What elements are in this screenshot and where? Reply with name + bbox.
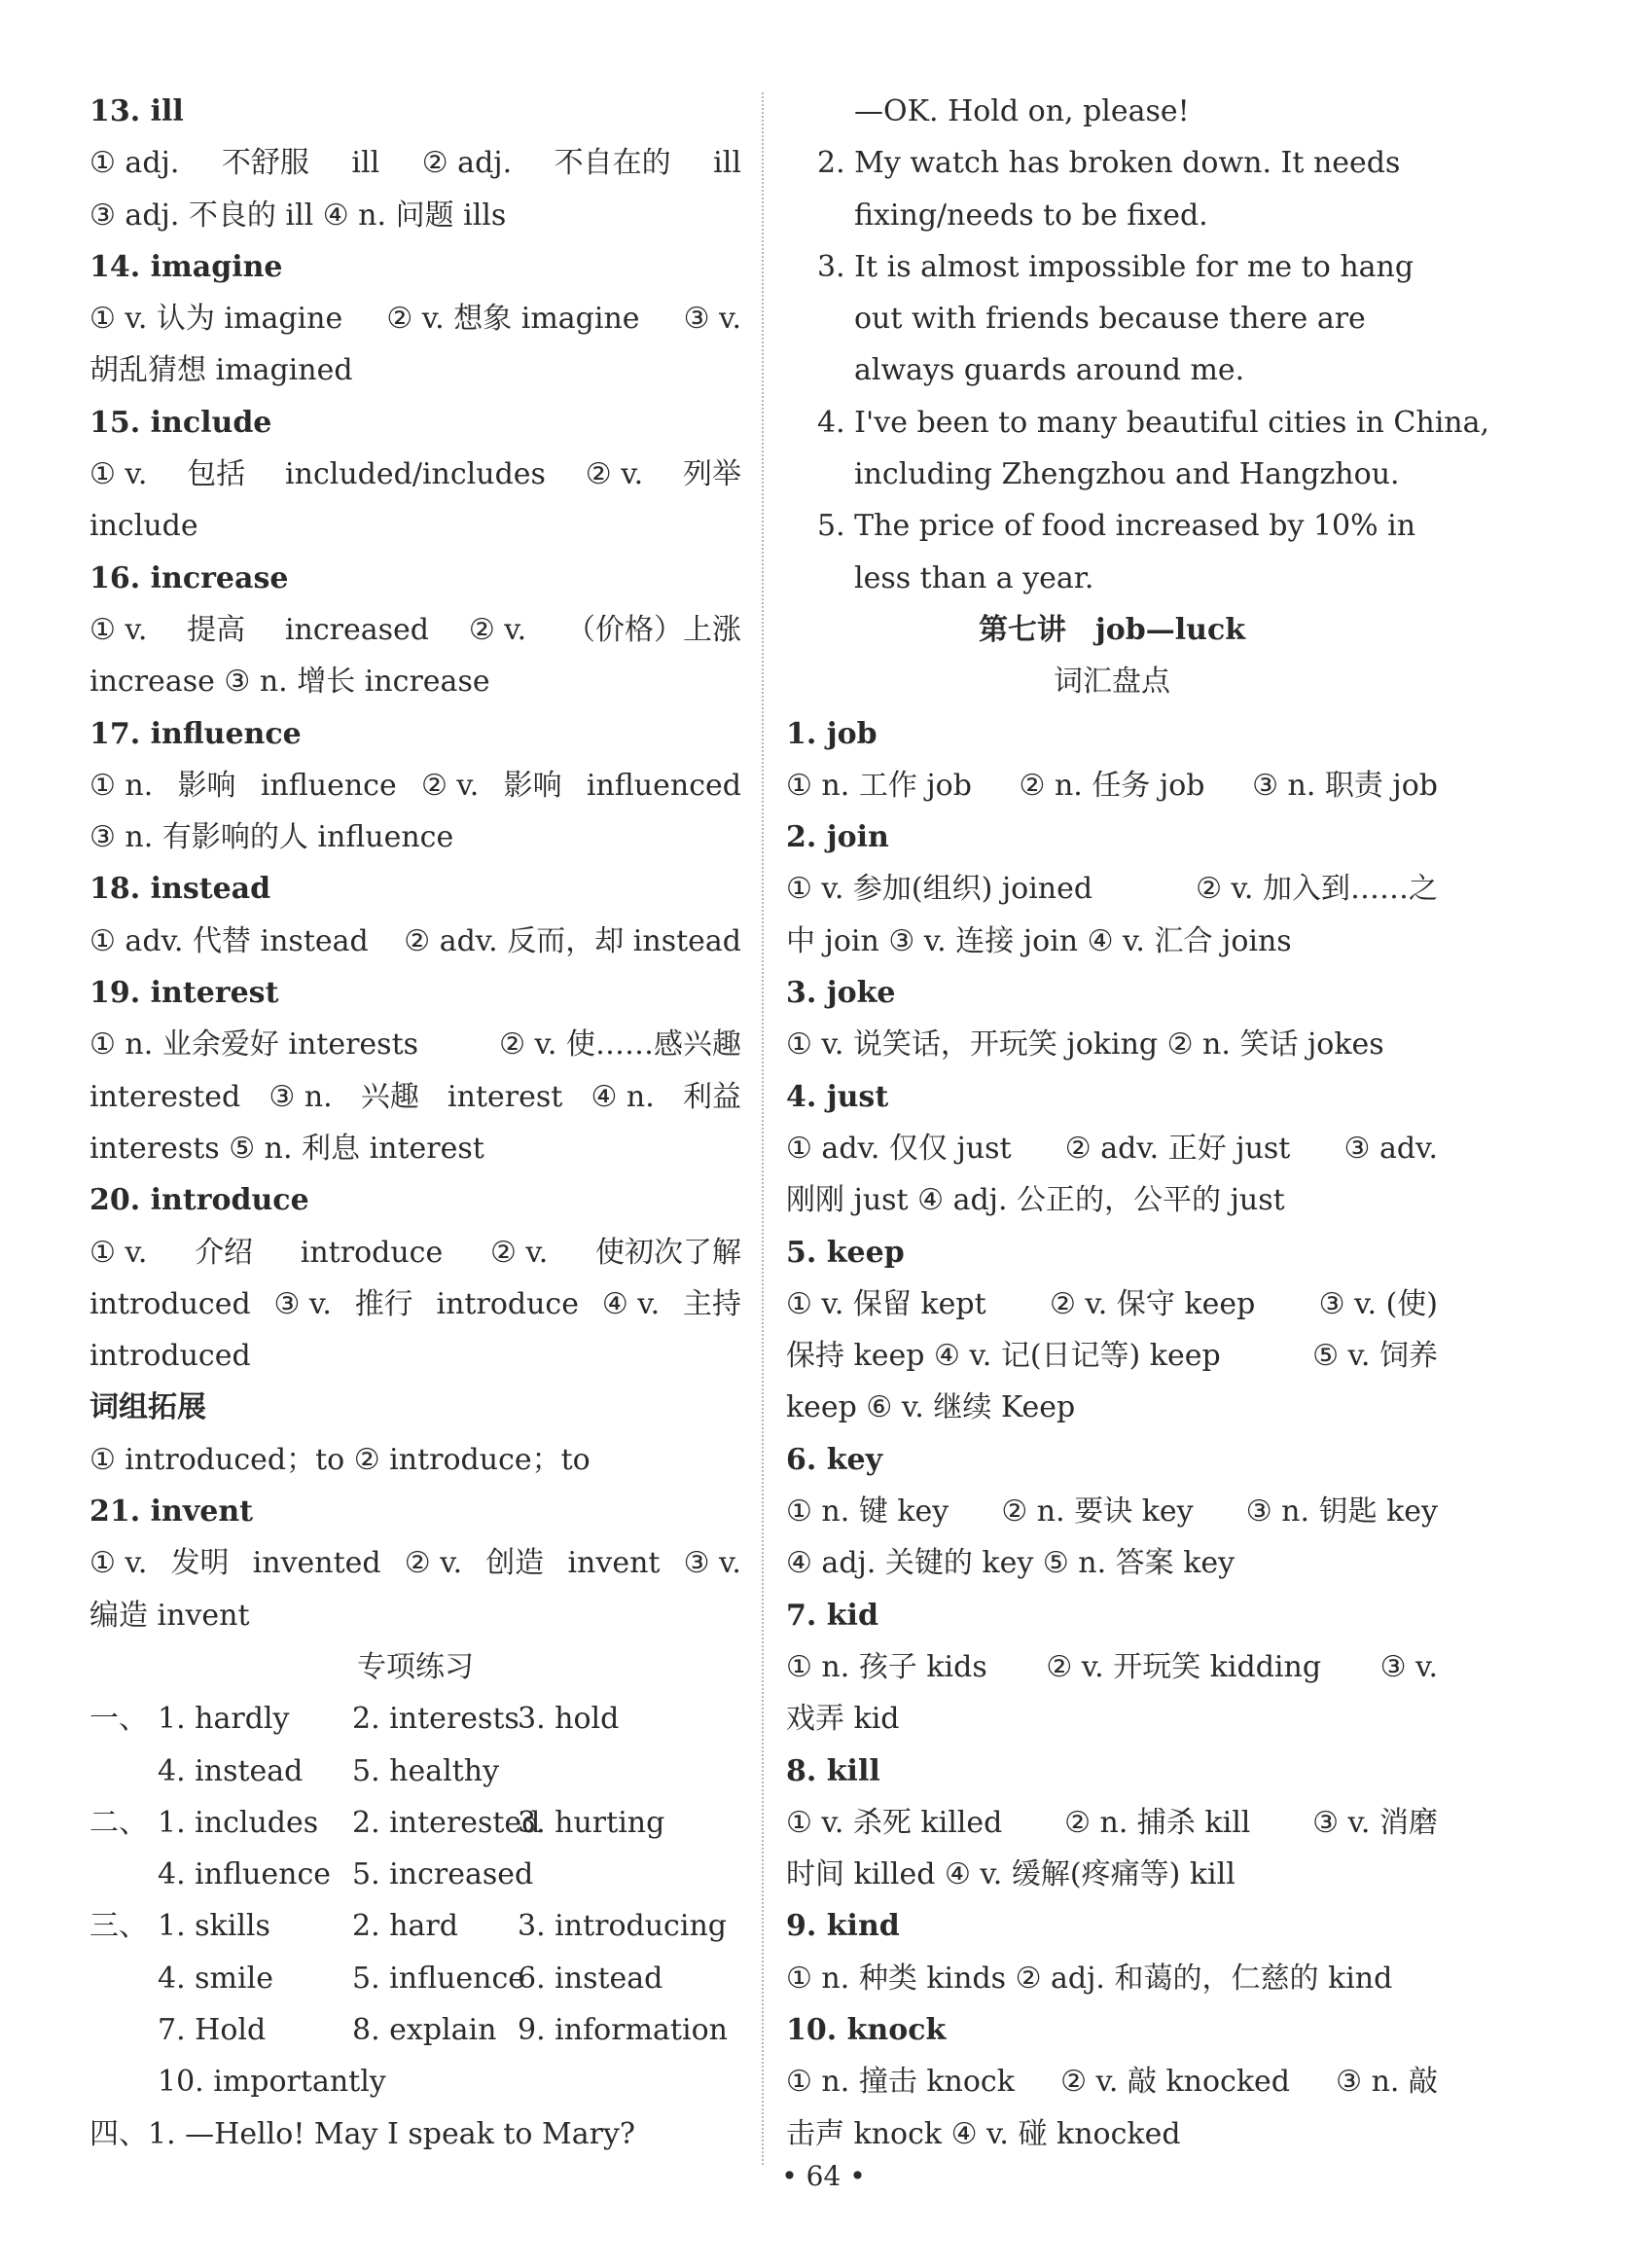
text-segment: ③ n. 敲 [1336, 2065, 1438, 2100]
text-segment: 1. hardly [158, 1702, 290, 1737]
text-line [90, 344, 741, 396]
text-segment: ② v. [489, 1235, 549, 1270]
text-segment: 三、 [90, 1909, 148, 1944]
text-segment: 主持 [683, 1286, 741, 1321]
text-segment: 二、 [90, 1805, 148, 1840]
text-line [90, 1486, 741, 1537]
text-segment: ② v. 加入到……之 [1196, 872, 1438, 907]
text-line [786, 2004, 1438, 2056]
text-line [786, 2108, 1438, 2160]
text-segment: ③ v. [683, 1546, 741, 1581]
text-line [90, 967, 741, 1019]
text-line [90, 293, 741, 344]
text-segment: 15. include [90, 405, 272, 440]
text-line [786, 656, 1438, 707]
text-segment: 5. increased [352, 1857, 534, 1892]
text-segment: 列举 [682, 457, 741, 492]
text-line [786, 86, 1438, 137]
text-line [90, 241, 741, 293]
text-segment: ① v. [90, 457, 148, 492]
text-segment: 词组拓展 [90, 1390, 206, 1425]
text-segment: ② v. 使……感兴趣 [499, 1027, 741, 1062]
text-segment: 发明 [170, 1546, 230, 1581]
text-line [90, 1849, 741, 1900]
text-segment: interests ⑤ n. 利息 interest [90, 1131, 484, 1166]
text-segment: ① adj. [90, 146, 180, 181]
text-segment: ① n. 种类 kinds ② adj. 和蔼的，仁慈的 kind [786, 1961, 1393, 1996]
page-number: • 64 • [781, 2160, 866, 2192]
text-segment: 提高 [187, 612, 246, 647]
text-segment: ④ n. [591, 1079, 655, 1114]
text-segment: 利益 [682, 1079, 741, 1114]
text-segment: ④ adj. 关键的 key ⑤ n. 答案 key [786, 1546, 1235, 1581]
text-line [786, 1900, 1438, 1952]
text-segment: introduce [436, 1286, 579, 1321]
text-line [786, 241, 1438, 293]
text-segment: 中 join ③ v. 连接 join ④ v. 汇合 joins [786, 923, 1292, 958]
text-line [90, 86, 741, 137]
text-segment: （价格）上涨 [565, 612, 741, 647]
text-segment: 第七讲 job—luck [978, 612, 1246, 647]
text-segment: 4. instead [158, 1753, 304, 1788]
text-segment: ① adv. 仅仅 just [786, 1131, 1012, 1166]
text-line [90, 553, 741, 604]
text-line [90, 137, 741, 189]
text-segment: ③ n. [269, 1079, 333, 1114]
text-segment: ③ v. [273, 1286, 332, 1321]
text-segment: invent [567, 1546, 661, 1581]
text-segment: ① n. [90, 768, 154, 803]
text-line [90, 2108, 741, 2160]
text-segment: ① n. 孩子 kids [786, 1649, 987, 1684]
text-segment: 1. skills [158, 1909, 270, 1944]
text-segment: 时间 killed ④ v. 缓解(疼痛等) kill [786, 1857, 1235, 1892]
text-line [90, 1071, 741, 1123]
text-segment: fixing/needs to be fixed. [854, 198, 1208, 233]
text-line [786, 1693, 1438, 1745]
text-line [90, 1900, 741, 1952]
text-segment: ① v. [90, 612, 148, 647]
text-segment: 8. kill [786, 1753, 880, 1788]
text-segment: 刚刚 just ④ adj. 公正的，公平的 just [786, 1183, 1285, 1218]
text-segment [90, 1849, 158, 1900]
text-line [90, 1278, 741, 1330]
text-line [786, 2056, 1438, 2107]
text-line [786, 1123, 1438, 1174]
text-line [90, 1434, 741, 1486]
text-line [90, 2004, 741, 2056]
text-line [90, 190, 741, 241]
text-segment: invented [252, 1546, 381, 1581]
text-line [786, 449, 1438, 500]
text-segment: 4. just [786, 1079, 889, 1114]
text-segment: ① n. 工作 job [786, 768, 972, 803]
text-segment: 9. kind [786, 1909, 900, 1944]
text-line [90, 1953, 741, 2004]
text-segment: 包括 [187, 457, 246, 492]
text-segment [352, 2056, 518, 2107]
text-line [786, 1746, 1438, 1797]
text-segment: 四、1. —Hello! May I speak to Mary? [90, 2116, 635, 2151]
text-segment: ② adj. [421, 146, 513, 181]
text-segment: increased [284, 612, 430, 647]
text-segment: 击声 knock ④ v. 碰 knocked [786, 2116, 1181, 2151]
text-line [90, 500, 741, 552]
text-line [90, 604, 741, 656]
text-segment: ③ n. 钥匙 key [1245, 1494, 1438, 1530]
text-line [786, 190, 1438, 241]
text-segment: 创造 [485, 1546, 545, 1581]
text-segment: ① v. [90, 1546, 148, 1581]
text-segment: ② v. 保守 keep [1049, 1286, 1256, 1321]
text-segment: influence [260, 768, 397, 803]
text-segment: 3. joke [786, 976, 896, 1011]
text-line [786, 1641, 1438, 1693]
text-line [786, 760, 1438, 811]
text-segment: 10. knock [786, 2012, 947, 2047]
text-line [90, 1382, 741, 1433]
text-segment: 7. Hold [158, 2012, 267, 2047]
text-line [786, 708, 1438, 760]
text-segment: including Zhengzhou and Hangzhou. [854, 457, 1400, 492]
text-segment [90, 2056, 158, 2107]
text-line [786, 1330, 1438, 1382]
text-line [90, 656, 741, 707]
text-line [786, 553, 1438, 604]
text-line [786, 344, 1438, 396]
text-segment [90, 2004, 158, 2056]
text-segment: always guards around me. [854, 353, 1245, 388]
text-segment: introduce [300, 1235, 444, 1270]
text-segment: 20. introduce [90, 1183, 309, 1218]
text-segment: —OK. Hold on, please! [854, 94, 1190, 128]
text-line [786, 1278, 1438, 1330]
text-segment: influenced [586, 768, 741, 803]
text-line [90, 1174, 741, 1226]
text-segment: 介绍 [195, 1235, 254, 1270]
text-segment: ② v. [404, 1546, 463, 1581]
text-segment: ill [351, 146, 380, 181]
text-line [786, 916, 1438, 967]
text-line [90, 449, 741, 500]
text-segment: ② v. [468, 612, 527, 647]
text-line [786, 863, 1438, 915]
text-segment: 6. instead [518, 1961, 663, 1996]
text-segment: 2. My watch has broken down. It needs [817, 146, 1401, 181]
text-segment: ① n. 键 key [786, 1494, 949, 1530]
text-line [786, 1227, 1438, 1278]
text-line [786, 1486, 1438, 1537]
right-column [786, 86, 1490, 2160]
text-line [786, 137, 1438, 189]
text-segment: increase ③ n. 增长 increase [90, 665, 490, 700]
text-segment: 影响 [503, 768, 562, 803]
text-segment: 词汇盘点 [1054, 665, 1170, 700]
text-segment: 使初次了解 [595, 1235, 741, 1270]
text-segment: ② adv. 正好 just [1064, 1131, 1291, 1166]
text-line [90, 1797, 741, 1849]
text-segment: include [90, 509, 198, 544]
text-line [90, 397, 741, 449]
text-segment: 5. influence [352, 1961, 526, 1996]
text-segment: ② n. 要诀 key [1001, 1494, 1194, 1530]
text-segment: 16. increase [90, 560, 289, 595]
text-segment: ② n. 任务 job [1019, 768, 1205, 803]
text-segment: ③ v. [683, 302, 741, 337]
text-segment: 3. It is almost impossible for me to hang [817, 249, 1414, 284]
text-segment: 不自在的 [554, 146, 671, 181]
text-line [786, 1849, 1438, 1900]
text-segment: 17. influence [90, 716, 302, 751]
text-segment: 5. healthy [352, 1753, 500, 1788]
text-segment [90, 1746, 158, 1797]
text-segment: 7. kid [786, 1598, 878, 1633]
text-segment: ② v. 开玩笑 kidding [1046, 1649, 1322, 1684]
text-segment: 19. interest [90, 976, 279, 1011]
text-segment: ④ v. [601, 1286, 661, 1321]
text-segment: 18. instead [90, 872, 271, 907]
text-segment: 5. keep [786, 1235, 905, 1270]
text-segment: ③ n. 职责 job [1252, 768, 1438, 803]
text-segment: interest [448, 1079, 563, 1114]
text-segment: 4. influence [158, 1857, 332, 1892]
text-segment: ③ v. (使) [1318, 1286, 1438, 1321]
text-segment: 2. hard [352, 1909, 458, 1944]
text-line [90, 1590, 741, 1641]
text-segment: ① v. 参加(组织) joined [786, 872, 1093, 907]
text-line [786, 1071, 1438, 1123]
text-segment: out with friends because there are [854, 302, 1366, 337]
text-segment: 13. ill [90, 94, 184, 128]
text-segment: 1. includes [158, 1805, 319, 1840]
text-segment: 3. hurting [518, 1805, 665, 1840]
text-segment: 5. The price of food increased by 10% in [817, 509, 1416, 544]
text-segment: ② n. 捕杀 kill [1064, 1805, 1251, 1840]
text-line [90, 760, 741, 811]
text-segment: introduced [90, 1286, 251, 1321]
text-segment: 影响 [177, 768, 236, 803]
text-segment [518, 2056, 732, 2107]
text-line [786, 1019, 1438, 1070]
text-segment: less than a year. [854, 560, 1094, 595]
text-line [90, 1537, 741, 1589]
text-segment [90, 1953, 158, 2004]
text-line [786, 1382, 1438, 1433]
text-segment: ③ v. 消磨 [1312, 1805, 1438, 1840]
text-segment: 推行 [354, 1286, 413, 1321]
text-line [786, 967, 1438, 1019]
text-segment: 4. smile [158, 1961, 273, 1996]
text-segment: 戏弄 kid [786, 1702, 900, 1737]
text-segment: 9. information [518, 2012, 728, 2047]
text-line [786, 1537, 1438, 1589]
text-line [90, 1330, 741, 1382]
text-line [786, 1590, 1438, 1641]
text-segment: ② v. [420, 768, 480, 803]
text-line [786, 1797, 1438, 1849]
text-line [786, 397, 1490, 449]
text-line [90, 1123, 741, 1174]
text-segment: ① n. 业余爱好 interests [90, 1027, 419, 1062]
text-line [786, 1174, 1438, 1226]
text-segment: ① v. 说笑话，开玩笑 joking ② n. 笑话 jokes [786, 1027, 1384, 1062]
text-line [90, 811, 741, 863]
text-segment: ③ v. [1379, 1649, 1438, 1684]
text-segment: 保持 keep ④ v. 记(日记等) keep [786, 1339, 1221, 1374]
text-line [90, 1019, 741, 1070]
text-line [90, 916, 741, 967]
text-segment: 8. explain [352, 2012, 497, 2047]
text-segment: ③ adv. [1343, 1131, 1438, 1166]
text-segment: 3. hold [518, 1702, 620, 1737]
text-line [90, 708, 741, 760]
text-segment: ① v. 认为 imagine [90, 302, 343, 337]
text-segment: ② adv. 反而，却 instead [404, 923, 741, 958]
text-segment: 兴趣 [360, 1079, 419, 1114]
text-segment: ill [713, 146, 741, 181]
text-segment [518, 1746, 732, 1797]
text-segment: keep ⑥ v. 继续 Keep [786, 1390, 1076, 1425]
text-segment: ① v. [90, 1235, 148, 1270]
text-segment: introduced [90, 1339, 251, 1374]
text-segment: ① n. 撞击 knock [786, 2065, 1015, 2100]
text-segment: 2. join [786, 820, 889, 855]
text-segment: ① adv. 代替 instead [90, 923, 369, 958]
text-line [90, 1693, 741, 1745]
text-segment: 14. imagine [90, 249, 283, 284]
text-line [90, 1746, 741, 1797]
text-segment: 编造 invent [90, 1598, 250, 1633]
text-segment: ② v. [585, 457, 644, 492]
text-line [90, 1227, 741, 1278]
text-line [786, 811, 1438, 863]
text-segment: ② v. 敲 knocked [1060, 2065, 1290, 2100]
text-segment: 3. introducing [518, 1909, 727, 1944]
text-segment: 4. I've been to many beautiful cities in China, [817, 405, 1490, 440]
text-line [90, 863, 741, 915]
text-segment: interested [90, 1079, 241, 1114]
text-segment: ① v. 杀死 killed [786, 1805, 1003, 1840]
text-segment: 2. interests [352, 1702, 519, 1737]
text-segment: ③ adj. 不良的 ill ④ n. 问题 ills [90, 198, 507, 233]
text-segment: 一、 [90, 1702, 148, 1737]
text-segment: ⑤ v. 饲养 [1312, 1339, 1438, 1374]
text-line [90, 2056, 741, 2107]
text-segment: ① introduced；to ② introduce；to [90, 1442, 591, 1477]
text-segment: 胡乱猜想 imagined [90, 353, 353, 388]
text-segment: 21. invent [90, 1494, 254, 1530]
left-column [90, 86, 741, 2160]
text-segment [518, 1849, 732, 1900]
text-line [786, 293, 1438, 344]
text-segment: included/includes [285, 457, 546, 492]
text-segment: 不舒服 [221, 146, 309, 181]
text-segment: ③ n. 有影响的人 influence [90, 820, 454, 855]
text-line [786, 1953, 1438, 2004]
text-segment: 专项练习 [357, 1649, 474, 1684]
text-line [90, 1641, 741, 1693]
text-segment: 10. importantly [158, 2065, 386, 2100]
column-divider [762, 92, 764, 2165]
text-line [786, 500, 1438, 552]
text-segment: 2. interested [352, 1805, 541, 1840]
text-segment: 6. key [786, 1442, 883, 1477]
text-segment: ② v. 想象 imagine [386, 302, 640, 337]
text-segment: 1. job [786, 716, 877, 751]
text-line [786, 1434, 1438, 1486]
text-segment: ① v. 保留 kept [786, 1286, 986, 1321]
text-line [786, 604, 1438, 656]
